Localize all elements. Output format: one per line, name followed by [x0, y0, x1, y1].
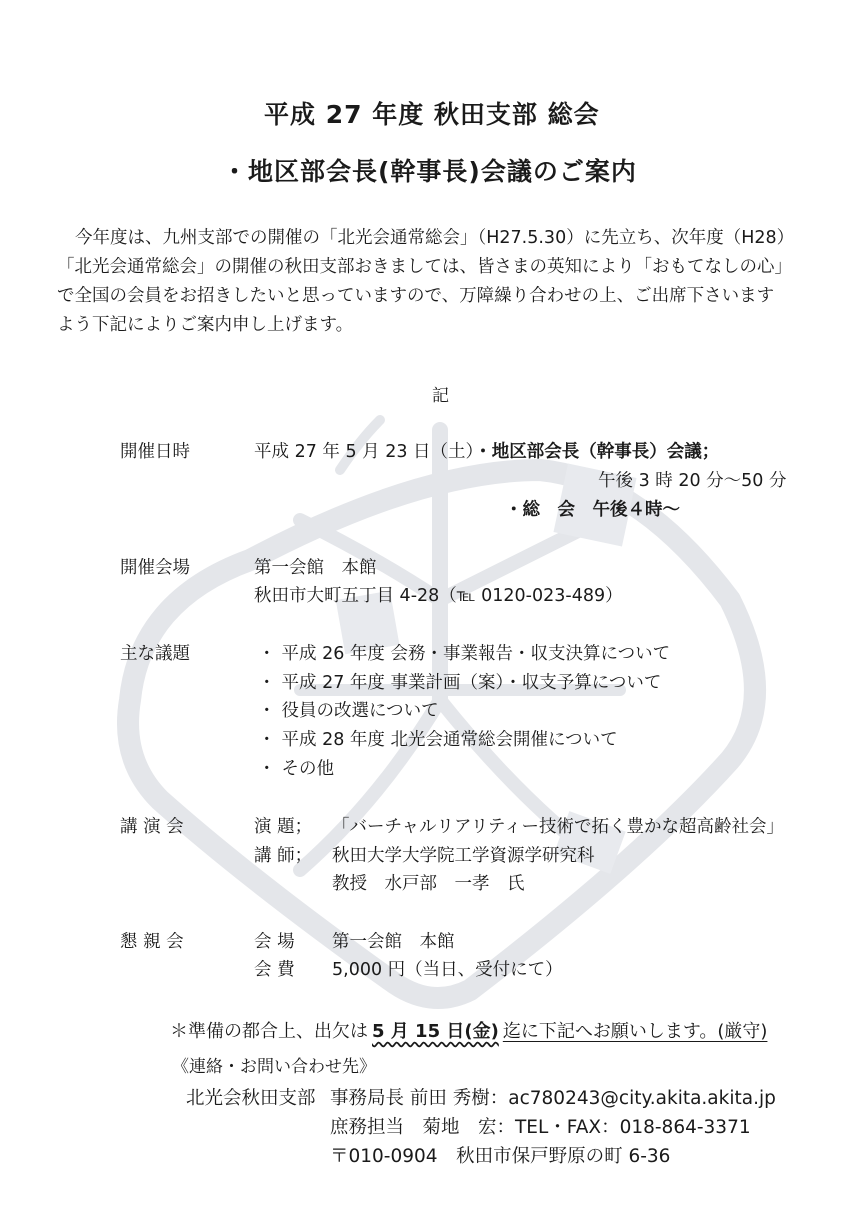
rsvp-prefix: ＊準備の都合上、出欠は — [170, 1021, 368, 1042]
party-label: 懇 親 会 — [120, 932, 184, 952]
venue-label: 開催会場 — [120, 558, 190, 578]
contact-heading: 《連絡・お問い合わせ先》 — [172, 1057, 376, 1077]
rsvp-deadline: 5 月 15 日(金) — [372, 1021, 499, 1042]
agenda-item: ・ 役員の改選について — [258, 701, 439, 721]
party-fee-key: 会 費 — [254, 960, 295, 980]
page-title-line1: 平成 27 年度 秋田支部 総会 — [264, 100, 600, 129]
rsvp-suffix: 迄に下記へお願いします。(厳守) — [502, 1021, 768, 1042]
lecture-label: 講 演 会 — [120, 817, 184, 837]
agenda-item: ・ 平成 28 年度 北光会通常総会開催について — [258, 730, 618, 750]
lecture-speaker-affil: 秋田大学大学院工学資源学研究科 — [332, 846, 595, 866]
venue-name: 第一会館 本館 — [254, 558, 377, 578]
lecture-topic-key: 演 題； — [254, 817, 313, 837]
page-title-line2: ・地区部会長(幹事長)会議のご案内 — [222, 157, 637, 186]
schedule-meeting: ・地区部会長（幹事長）会議； — [474, 442, 720, 462]
ki-heading: 記 — [432, 386, 449, 406]
party-fee: 5,000 円（当日、受付にて） — [332, 960, 563, 980]
intro-line-3: で全国の会員をお招きしたいと思っていますので、万障繰り合わせの上、ご出席下さいます — [57, 286, 775, 306]
contact-line-3: 〒010-0904 秋田市保戸野原の町 6-36 — [330, 1146, 671, 1167]
intro-line-4: よう下記によりご案内申し上げます。 — [57, 315, 354, 335]
contact-line-1: 事務局長 前田 秀樹：ac780243@city.akita.akita.jp — [330, 1088, 776, 1109]
party-venue: 第一会館 本館 — [332, 932, 455, 952]
agenda-item: ・ 平成 27 年度 事業計画（案）・収支予算について — [258, 673, 662, 693]
intro-line-2: 「北光会通常総会」の開催の秋田支部おきましては、皆さまの英知により「おもてなしの心」 — [57, 257, 792, 277]
party-venue-key: 会 場 — [254, 932, 295, 952]
lecture-speaker-key: 講 師； — [254, 846, 313, 866]
agenda-label: 主な議題 — [120, 644, 190, 664]
lecture-speaker-name: 教授 水戸部 一孝 氏 — [332, 874, 525, 894]
schedule-meeting-time: 午後 3 時 20 分～50 分 — [598, 471, 787, 491]
contact-line-2: 庶務担当 菊地 宏：TEL・FAX：018-864-3371 — [330, 1117, 751, 1138]
schedule-date: 平成 27 年 5 月 23 日（土） — [254, 442, 475, 462]
venue-address: 秋田市大町五丁目 4-28（℡ 0120-023-489） — [254, 586, 623, 606]
agenda-item: ・ その他 — [258, 759, 334, 779]
agenda-item: ・ 平成 26 年度 会務・事業報告・収支決算について — [258, 644, 671, 664]
rsvp-notice — [170, 1017, 767, 1043]
schedule-line — [254, 438, 719, 463]
intro-line-1: 今年度は、九州支部での開催の「北光会通常総会」（H27.5.30）に先立ち、次年度（H28） — [75, 228, 795, 248]
schedule-label: 開催日時 — [120, 442, 190, 462]
lecture-topic: 「バーチャルリアリティー技術で拓く豊かな超高齢社会」 — [332, 817, 785, 837]
contact-org: 北光会秋田支部 — [186, 1088, 316, 1109]
schedule-general: ・総 会 午後４時～ — [505, 500, 680, 520]
